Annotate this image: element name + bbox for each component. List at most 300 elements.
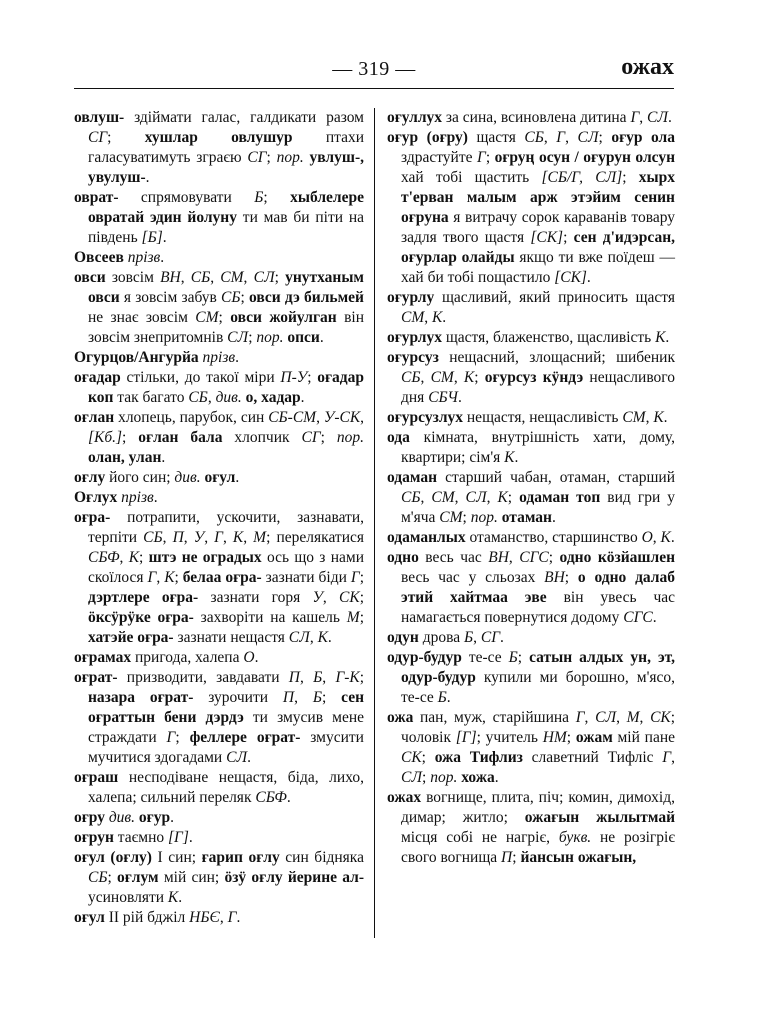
definition-text: спрямовувати: [118, 189, 255, 206]
dictionary-entry: [387, 548, 675, 628]
source-label: О: [641, 529, 653, 546]
example-phrase: оғруң осун / оғурун олсун: [494, 149, 675, 166]
example-phrase: назара оғрат-: [88, 689, 194, 706]
definition-text: ;: [248, 329, 257, 346]
source-label: СМ: [195, 309, 219, 326]
definition-text: .: [160, 249, 165, 266]
headword: одаманлых: [387, 529, 466, 546]
source-label: СГ: [247, 149, 267, 166]
source-label: СБ: [221, 289, 241, 306]
definition-text: ;: [622, 169, 639, 186]
definition-text: .: [254, 649, 259, 666]
definition-text: несподіване нещастя, біда, лихо, халепа; сильний переляк: [88, 769, 364, 806]
definition-text: стільки, до такої міри: [120, 369, 281, 386]
definition-text: ;: [517, 649, 530, 666]
definition-text: ;: [359, 669, 365, 686]
definition-text: ;: [462, 509, 471, 526]
definition-text: ,: [156, 569, 165, 586]
definition-text: хай тобі щастить: [401, 169, 542, 186]
definition-text: хлопець, парубок, син: [114, 409, 269, 426]
headword: одур-будур: [387, 649, 462, 666]
example-phrase: олан, улан: [88, 449, 162, 466]
definition-text: ,: [508, 549, 520, 566]
definition-text: ;: [474, 369, 485, 386]
source-label: СБ: [143, 529, 163, 546]
headword: оғурлу: [387, 289, 435, 306]
source-label: НМ: [542, 729, 567, 746]
definition-text: ;: [307, 369, 318, 386]
definition-text: .: [236, 909, 241, 926]
source-label: СГ: [88, 129, 108, 146]
column-divider: [374, 108, 375, 938]
source-label: СЛ: [226, 749, 248, 766]
definition-text: ,: [424, 309, 432, 326]
source-label: СГ: [301, 429, 321, 446]
source-label: пор.: [430, 769, 458, 786]
example-phrase: овси дэ бильмей: [249, 289, 364, 306]
dictionary-entry: [74, 108, 364, 188]
example-phrase: увлуш-, увулуш-: [88, 149, 364, 186]
definition-text: ;: [263, 189, 291, 206]
source-label: [Кб.]: [88, 429, 123, 446]
source-label: П-У: [280, 369, 308, 386]
definition-text: .: [247, 749, 251, 766]
source-label: пор.: [336, 429, 365, 446]
headword: оғурсузлух: [387, 409, 464, 426]
definition-text: .: [514, 449, 519, 466]
dictionary-entry: [74, 248, 364, 268]
source-label: СГС: [519, 549, 549, 566]
running-head: ожах: [621, 54, 674, 80]
definition-text: .: [300, 389, 305, 406]
definition-text: змусити мучитися здогадами: [88, 729, 364, 766]
definition-text: .: [327, 629, 332, 646]
definition-text: ;: [563, 229, 574, 246]
headword: одаман: [387, 469, 438, 486]
definition-text: нещастя, нещасливість: [463, 409, 623, 426]
definition-text: ,: [243, 269, 254, 286]
definition-text: ,: [454, 489, 466, 506]
definition-text: вид гри у м'яча: [401, 489, 676, 526]
definition-text: пригода, халепа: [131, 649, 244, 666]
headword: оғра-: [74, 509, 111, 526]
example-phrase: оғлум: [117, 869, 159, 886]
definition-text: купили ми борошно, м'ясо, те-се: [401, 669, 675, 706]
headword: оғадар: [74, 369, 121, 386]
definition-text: .: [457, 389, 462, 406]
dictionary-entry: [387, 708, 675, 788]
definition-text: ;: [485, 149, 495, 166]
definition-text: ,: [222, 529, 233, 546]
source-label: П: [282, 689, 295, 706]
example-phrase: одаман топ: [519, 489, 601, 506]
definition-text: ,: [119, 549, 129, 566]
dictionary-entry: [74, 268, 364, 348]
source-label: [СБ/Г, СЛ]: [541, 169, 623, 186]
dictionary-entry: [74, 848, 364, 908]
dictionary-entry: [387, 788, 675, 868]
source-label: М: [346, 609, 360, 626]
dictionary-entry: [387, 648, 675, 708]
definition-text: ;: [107, 869, 118, 886]
definition-text: ;: [218, 309, 231, 326]
source-label: Б: [463, 629, 474, 646]
definition-text: за сина, всиновлена дитина: [442, 109, 631, 126]
source-label: П: [501, 849, 513, 866]
definition-text: захворіти на кашель: [193, 609, 347, 626]
headword: Оғлух: [74, 489, 118, 506]
definition-text: весь час: [418, 549, 489, 566]
definition-text: .: [188, 829, 193, 846]
example-phrase: сатын алдых ун, эт, одур-будур: [401, 649, 676, 686]
definition-text: ;: [598, 129, 612, 146]
definition-text: ,: [219, 909, 228, 926]
dictionary-entry: [74, 508, 364, 648]
definition-text: здіймати галас, галдикати разом: [124, 109, 364, 126]
source-label: [СК]: [554, 269, 587, 286]
definition-text: пан, муж, старійшина: [413, 709, 576, 726]
definition-text: таємно: [113, 829, 168, 846]
source-label: СМ: [431, 489, 455, 506]
right-column: [387, 108, 675, 868]
definition-text: .: [551, 509, 556, 526]
definition-text: не знає зовсім: [88, 309, 196, 326]
dictionary-entry: [74, 488, 364, 508]
headword: одун: [387, 629, 419, 646]
definition-text: ,: [294, 689, 313, 706]
definition-text: ,: [207, 389, 216, 406]
definition-text: призводити, завдавати: [117, 669, 289, 686]
definition-text: ,: [183, 529, 194, 546]
definition-text: ;: [512, 849, 521, 866]
source-label: СК: [339, 589, 360, 606]
left-column: [74, 108, 364, 928]
example-phrase: овси жойулган: [230, 309, 337, 326]
definition-text: ,: [453, 369, 464, 386]
source-label: СЛ: [288, 629, 310, 646]
source-label: Г: [630, 109, 640, 126]
source-label: СМ: [430, 369, 454, 386]
source-label: СГ: [480, 629, 501, 646]
definition-text: ,: [243, 529, 254, 546]
example-phrase: сен оғраттын бени дэрдэ: [88, 689, 365, 726]
example-phrase: оғур: [138, 809, 171, 826]
definition-text: .: [500, 629, 504, 646]
source-label: Г: [556, 129, 566, 146]
dictionary-entry: [74, 668, 364, 768]
definition-text: старший чабан, отаман, старший: [437, 469, 675, 486]
definition-text: зовсім: [105, 269, 161, 286]
definition-text: він зовсім знепритомнів: [88, 309, 364, 346]
example-phrase: хырх т'ерван малым арж этэйим сенин оғруна: [401, 169, 675, 226]
definition-text: отаманство, старшинство: [465, 529, 642, 546]
dictionary-entry: [74, 468, 364, 488]
source-label: К: [432, 309, 443, 326]
definition-text: .: [494, 769, 499, 786]
source-label: Г: [662, 749, 672, 766]
source-label: СБ: [401, 489, 421, 506]
source-label: СБ: [401, 369, 421, 386]
definition-text: місця собі не нагріє,: [401, 829, 559, 846]
dictionary-entry: [387, 288, 675, 328]
definition-text: ,: [486, 489, 498, 506]
headword: оғлан: [74, 409, 115, 426]
page-number: — 319 —: [332, 58, 416, 80]
source-label: К: [317, 629, 328, 646]
source-label: ВН: [544, 569, 565, 586]
definition-text: ;: [359, 569, 365, 586]
source-label: СБ: [524, 129, 544, 146]
definition-text: щасливий, який приносить щастя: [434, 289, 675, 306]
dictionary-entry: [74, 768, 364, 808]
source-label: Г: [214, 529, 223, 546]
dictionary-entry: [74, 808, 364, 828]
source-label: СБ: [188, 389, 208, 406]
definition-text: .: [286, 789, 291, 806]
definition-text: ; учитель: [476, 729, 543, 746]
definition-text: усиновляти: [88, 889, 168, 906]
example-phrase: опси: [287, 329, 320, 346]
definition-text: те-се: [461, 649, 509, 666]
dictionary-entry: [74, 348, 364, 368]
definition-text: здрастуйте: [401, 149, 477, 166]
source-label: Г: [350, 569, 360, 586]
headword: овлуш-: [74, 109, 125, 126]
definition-text: зазнати біди: [261, 569, 351, 586]
definition-text: ;: [359, 589, 364, 606]
definition-text: II рій бджіл: [104, 909, 190, 926]
source-label: [СК]: [530, 229, 564, 246]
definition-text: ; чоловік: [401, 709, 676, 746]
definition-text: .: [161, 449, 166, 466]
definition-text: ;: [321, 689, 342, 706]
dictionary-entry: [387, 408, 675, 428]
source-label: М: [253, 529, 267, 546]
source-label: НБЄ: [189, 909, 220, 926]
dictionary-entry: [74, 908, 364, 928]
definition-text: .: [162, 229, 167, 246]
definition-text: ,: [180, 269, 191, 286]
source-label: Г: [476, 149, 486, 166]
source-label: П: [288, 669, 300, 686]
definition-text: ,: [316, 409, 324, 426]
dictionary-entry: [387, 628, 675, 648]
definition-text: так багато: [113, 389, 189, 406]
example-phrase: öзÿ оғлу йерине ал-: [224, 869, 364, 886]
headword: Овсеев: [74, 249, 124, 266]
example-phrase: öксÿрÿке оғра-: [88, 609, 194, 626]
example-phrase: феллере оғрат-: [189, 729, 301, 746]
definition-text: ;: [240, 289, 249, 306]
definition-text: ,: [584, 709, 596, 726]
source-label: Б: [312, 689, 322, 706]
definition-text: вогнище, плита, піч; комин, димохід, димар; житло;: [401, 789, 675, 826]
definition-text: ось що з нами скоїлося: [88, 549, 365, 586]
source-label: СК: [401, 749, 422, 766]
dictionary-entry: [387, 428, 675, 468]
definition-text: ,: [671, 749, 675, 766]
example-phrase: хушлар овлушур: [144, 129, 293, 146]
headword: оғул: [74, 909, 105, 926]
definition-text: ;: [174, 569, 183, 586]
definition-text: ;: [507, 489, 520, 506]
source-label: К: [655, 329, 666, 346]
headword: оғру: [74, 809, 105, 826]
definition-text: .: [670, 529, 675, 546]
source-label: Б: [508, 649, 518, 666]
source-label: СЛ: [595, 709, 617, 726]
definition-text: ти змусив мене страждати: [88, 709, 365, 746]
headword: оғраш: [74, 769, 119, 786]
definition-text: .: [170, 809, 174, 826]
source-label: прізв: [121, 489, 154, 506]
source-label: Г: [227, 909, 237, 926]
source-label: СБ-СМ: [268, 409, 317, 426]
source-label: прізв: [202, 349, 236, 366]
definition-text: ,: [543, 129, 557, 146]
dictionary-entry: [387, 528, 675, 548]
definition-text: щастя, блаженство, щасливість: [441, 329, 656, 346]
source-label: К: [167, 889, 179, 906]
example-phrase: сен д'идэрсан, оғурлар олайды: [401, 229, 675, 266]
definition-text: ;: [564, 569, 578, 586]
source-label: К: [504, 449, 515, 466]
example-phrase: йансын ожағын,: [520, 849, 637, 866]
example-phrase: оғурсуз кÿндэ: [484, 369, 584, 386]
definition-text: ,: [162, 529, 173, 546]
source-label: див.: [174, 469, 201, 486]
definition-text: ,: [300, 669, 314, 686]
dictionary-entry: [387, 128, 675, 288]
source-label: СБФ: [255, 789, 287, 806]
example-phrase: хожа: [461, 769, 495, 786]
headword: Огурцов/Ангурйа: [74, 349, 199, 366]
definition-text: ;: [422, 769, 431, 786]
definition-text: ;: [320, 429, 337, 446]
definition-text: ,: [420, 489, 432, 506]
source-label: СЛ: [227, 329, 249, 346]
definition-text: син бідняка: [279, 849, 364, 866]
definition-text: ,: [639, 709, 651, 726]
definition-text: ,: [210, 269, 221, 286]
dictionary-entry: [74, 368, 364, 408]
definition-text: якщо ти вже поїдеш — хай би тобі пощастило: [401, 249, 675, 286]
definition-text: .: [446, 689, 451, 706]
definition-text: потрапити, ускочити, зазнавати, терпіти: [88, 509, 364, 546]
definition-text: ;: [566, 729, 576, 746]
definition-text: ,: [652, 529, 661, 546]
headword: оғрун: [74, 829, 114, 846]
source-label: К: [164, 569, 175, 586]
source-label: Б: [254, 189, 264, 206]
dictionary-entry: [74, 188, 364, 248]
source-label: К: [128, 549, 139, 566]
definition-text: .: [319, 329, 324, 346]
source-label: СБЧ: [428, 389, 458, 406]
headword: оғрамах: [74, 649, 132, 666]
definition-text: ,: [565, 129, 578, 146]
source-label: СМ: [622, 409, 646, 426]
definition-text: .: [665, 329, 670, 346]
definition-text: я витрачу сорок караванів товару задля твого щастя: [401, 209, 675, 246]
definition-text: .: [145, 169, 150, 186]
definition-text: хлопчик: [222, 429, 302, 446]
source-label: пор.: [276, 149, 304, 166]
example-phrase: одно кöзйашлен: [559, 549, 676, 566]
definition-text: щастя: [467, 129, 525, 146]
example-phrase: ожағын жылытмай: [524, 809, 675, 826]
source-label: пор.: [256, 329, 284, 346]
source-label: СЛ: [465, 489, 487, 506]
source-label: [Г]: [168, 829, 189, 846]
source-label: К: [497, 489, 508, 506]
definition-text: весь час у сльозах: [401, 569, 545, 586]
source-label: див.: [215, 389, 242, 406]
headword: оғул (оғлу): [74, 849, 152, 866]
source-label: К: [660, 529, 671, 546]
source-label: прізв: [127, 249, 161, 266]
definition-text: .: [235, 469, 240, 486]
source-label: ВН: [160, 269, 181, 286]
source-label: СЛ: [647, 109, 669, 126]
definition-text: ,: [616, 709, 627, 726]
definition-text: ;: [274, 269, 286, 286]
source-label: СЛ: [253, 269, 275, 286]
definition-text: I син;: [151, 849, 202, 866]
page-header: [74, 50, 674, 89]
source-label: М: [626, 709, 640, 726]
example-phrase: оғур ола: [611, 129, 675, 146]
definition-text: славетний Тифліс: [522, 749, 663, 766]
definition-text: ;: [548, 549, 560, 566]
dictionary-entry: [387, 468, 675, 528]
definition-text: .: [235, 349, 239, 366]
definition-text: .: [586, 269, 591, 286]
headword: ожах: [387, 789, 422, 806]
definition-text: мій пане: [612, 729, 675, 746]
source-label: СЛ: [577, 129, 599, 146]
source-label: пор.: [470, 509, 498, 526]
definition-text: ;: [139, 549, 149, 566]
source-label: СМ: [439, 509, 463, 526]
headword: ода: [387, 429, 410, 446]
headword: оғурлух: [387, 329, 442, 346]
example-phrase: хыблелере овратай эдин йолуну: [88, 189, 364, 226]
definition-text: зурочити: [193, 689, 283, 706]
example-phrase: отаман: [501, 509, 552, 526]
headword: оғуллух: [387, 109, 443, 126]
definition-text: кімната, внутрішність хати, дому, квартири; сім'я: [401, 429, 675, 466]
definition-text: .: [153, 489, 158, 506]
dictionary-entry: [74, 828, 364, 848]
source-label: У-СК: [323, 409, 361, 426]
example-phrase: дэртлере оғра-: [88, 589, 199, 606]
definition-text: .: [178, 889, 183, 906]
definition-text: ;: [359, 609, 364, 626]
definition-text: птахи галасуватимуть зграєю: [88, 129, 364, 166]
headword: оғур (оғру): [387, 129, 468, 146]
source-label: СМ: [401, 309, 425, 326]
definition-text: він увесь час намагається повернутися додому: [401, 589, 675, 626]
example-phrase: о, хадар: [245, 389, 301, 406]
headword: одно: [387, 549, 419, 566]
definition-text: ,: [322, 589, 340, 606]
headword: оғурсуз: [387, 349, 439, 366]
example-phrase: унутханым овси: [88, 269, 364, 306]
source-label: [Б]: [141, 229, 163, 246]
example-phrase: ожам: [575, 729, 613, 746]
headword: овси: [74, 269, 106, 286]
